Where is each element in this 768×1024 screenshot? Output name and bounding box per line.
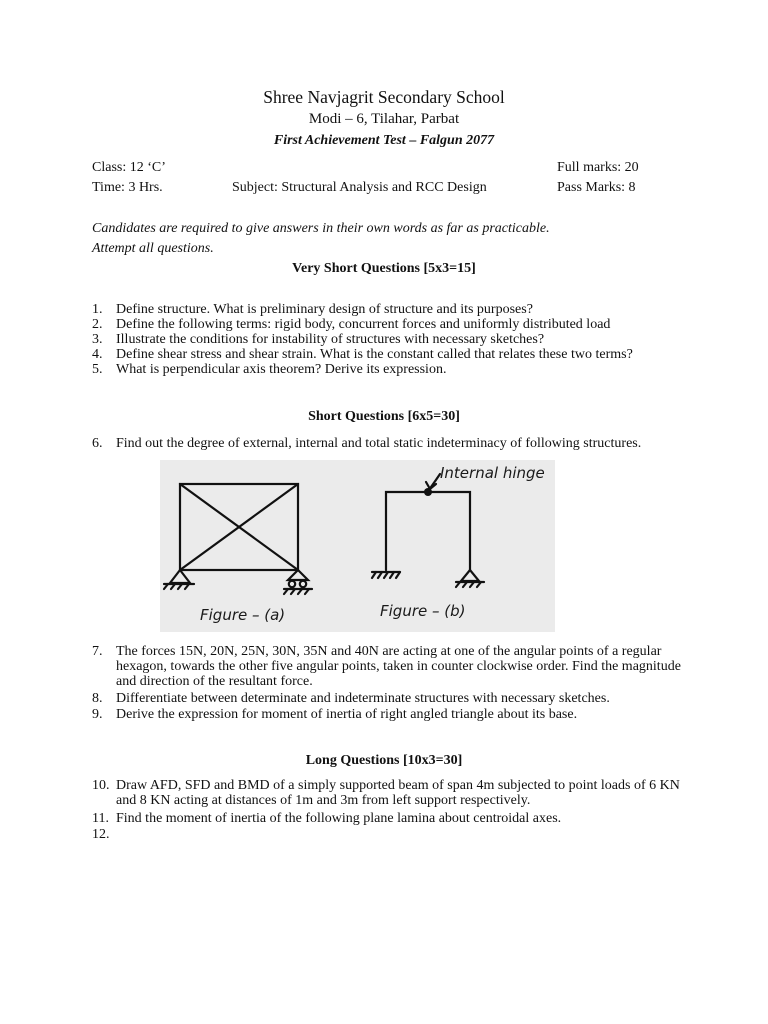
- question-number: 9.: [92, 707, 103, 722]
- figure-a-label: Figure – (a): [200, 606, 286, 624]
- pin-support-icon: [461, 570, 479, 581]
- question-text: Derive the expression for moment of inertia of right angled triangle about its base.: [116, 707, 578, 722]
- section-title-very-short: Very Short Questions [5x3=15]: [292, 261, 476, 276]
- question-number: 7.: [92, 644, 103, 659]
- question-item: [92, 811, 682, 826]
- school-name: Shree Navjagrit Secondary School: [263, 87, 505, 107]
- question-item: [92, 691, 682, 706]
- internal-hinge-icon: [424, 488, 432, 496]
- question-number: 2.: [92, 317, 103, 332]
- time-info: Time: 3 Hrs.: [92, 180, 163, 195]
- school-address: Modi – 6, Tilahar, Parbat: [308, 111, 460, 127]
- question-text: Draw AFD, SFD and BMD of a simply supported beam of span 4m subjected to point loads of 6 KN and 8 KN acting at distances of 1m and 3m from left support respectively.: [116, 778, 680, 808]
- question-text: Find out the degree of external, internal and total static indeterminacy of following structures.: [116, 436, 642, 451]
- question-item: [92, 644, 682, 689]
- question-text: The forces 15N, 20N, 25N, 30N, 35N and 40N are acting at one of the angular points of a regular hexagon, towards the other five angular points, taken in counter clockwise order. Find the magnitude and direction of the resultant force.: [116, 644, 681, 689]
- question-item: [92, 707, 682, 722]
- question-text: Define the following terms: rigid body, concurrent forces and uniformly distributed load: [116, 317, 611, 332]
- structure-figure: [160, 460, 555, 632]
- instruction-line: Attempt all questions.: [92, 241, 214, 256]
- class-info: Class: 12 ‘C’: [92, 160, 166, 175]
- question-item: [92, 436, 682, 451]
- question-number: 8.: [92, 691, 103, 706]
- instruction-line: Candidates are required to give answers in their own words as far as practicable.: [92, 221, 550, 236]
- question-text: Illustrate the conditions for instability of structures with necessary sketches?: [116, 332, 545, 347]
- question-text: Define shear stress and shear strain. What is the constant called that relates these two terms?: [116, 347, 633, 362]
- section-title-long: Long Questions [10x3=30]: [305, 753, 463, 768]
- question-item: [92, 302, 682, 317]
- frame-b-portal: [386, 492, 470, 570]
- section-title-short: Short Questions [6x5=30]: [308, 409, 460, 424]
- question-number: 5.: [92, 362, 103, 377]
- hinge-annotation: Internal hinge: [440, 464, 545, 482]
- test-title: First Achievement Test – Falgun 2077: [273, 133, 495, 148]
- question-number: 11.: [92, 811, 109, 826]
- pass-marks: Pass Marks: 8: [557, 180, 636, 195]
- question-number: 10.: [92, 778, 110, 793]
- question-text: Define structure. What is preliminary design of structure and its purposes?: [116, 302, 533, 317]
- question-number: 4.: [92, 347, 103, 362]
- pin-support-icon: [170, 570, 190, 583]
- structure-sketch: [160, 460, 555, 632]
- question-item: [92, 317, 682, 332]
- question-text: Differentiate between determinate and indeterminate structures with necessary sketches.: [116, 691, 610, 706]
- subject-info: Subject: Structural Analysis and RCC Design: [232, 180, 487, 195]
- question-number: 6.: [92, 436, 103, 451]
- question-item: [92, 332, 682, 347]
- roller-support-icon: [288, 570, 308, 580]
- full-marks: Full marks: 20: [557, 160, 639, 175]
- question-number: 3.: [92, 332, 103, 347]
- figure-b-label: Figure – (b): [380, 602, 466, 620]
- question-text: What is perpendicular axis theorem? Derive its expression.: [116, 362, 447, 377]
- question-number: 12.: [92, 827, 110, 842]
- question-item: [92, 778, 682, 808]
- question-item: [92, 347, 682, 362]
- question-number: 1.: [92, 302, 103, 317]
- question-item: [92, 362, 682, 377]
- question-text: Find the moment of inertia of the following plane lamina about centroidal axes.: [116, 811, 562, 826]
